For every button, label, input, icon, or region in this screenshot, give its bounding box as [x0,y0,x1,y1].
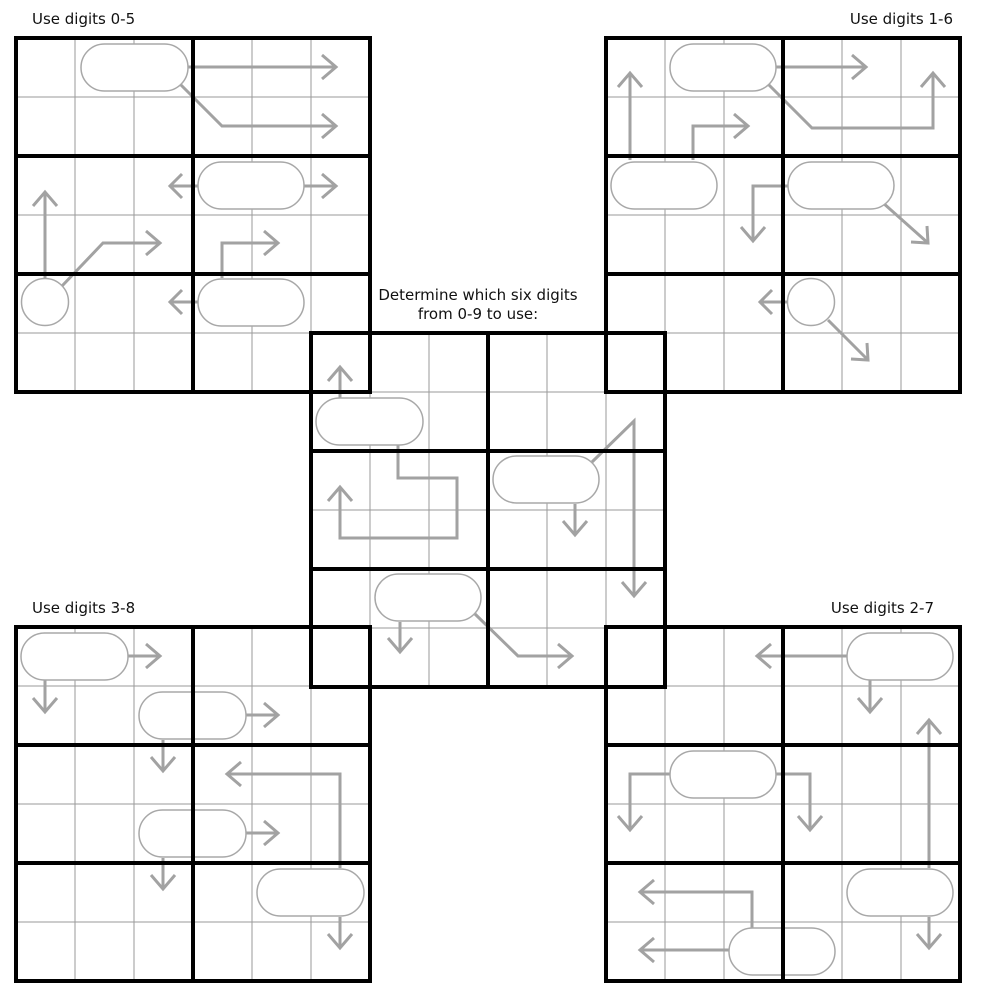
cell-bottom-right[interactable] [842,863,901,922]
grid-label-bottom-left: Use digits 3-8 [32,599,136,617]
cell-bottom-left[interactable] [75,745,134,804]
cell-top-right[interactable] [783,274,842,333]
cell-bottom-right[interactable] [665,627,724,686]
cell-bottom-left[interactable] [134,627,193,686]
cell-bottom-right[interactable] [606,627,665,686]
cell-center[interactable] [606,510,665,569]
cell-bottom-left[interactable] [16,686,75,745]
cell-top-right[interactable] [842,333,901,392]
cell-bottom-left[interactable] [134,686,193,745]
cell-center[interactable] [370,510,429,569]
cell-center[interactable] [429,628,488,687]
cell-bottom-right[interactable] [901,627,960,686]
cell-center[interactable] [547,628,606,687]
cell-top-left[interactable] [134,274,193,333]
cell-bottom-left[interactable] [193,686,252,745]
cell-top-right[interactable] [606,274,665,333]
cell-top-right[interactable] [842,97,901,156]
cell-top-right[interactable] [901,97,960,156]
cell-bottom-left[interactable] [311,686,370,745]
cell-top-left[interactable] [134,97,193,156]
cell-bottom-right[interactable] [783,745,842,804]
grid-label-top-right: Use digits 1-6 [849,10,953,28]
cell-bottom-left[interactable] [16,863,75,922]
cell-bottom-right[interactable] [665,922,724,981]
cell-top-right[interactable] [842,156,901,215]
cell-bottom-left[interactable] [252,686,311,745]
cell-top-left[interactable] [16,38,75,97]
cell-top-left[interactable] [193,156,252,215]
cell-bottom-left[interactable] [193,627,252,686]
cell-bottom-right[interactable] [783,627,842,686]
cell-bottom-left[interactable] [134,804,193,863]
cell-top-left[interactable] [75,215,134,274]
cell-bottom-left[interactable] [252,863,311,922]
cell-top-left[interactable] [16,274,75,333]
cell-top-left[interactable] [252,215,311,274]
cell-top-right[interactable] [724,215,783,274]
cell-top-left[interactable] [75,38,134,97]
cell-bottom-right[interactable] [842,922,901,981]
cell-bottom-right[interactable] [606,863,665,922]
cell-bottom-right[interactable] [724,863,783,922]
cell-center[interactable] [429,392,488,451]
cell-bottom-left[interactable] [75,627,134,686]
cell-top-right[interactable] [665,215,724,274]
cell-top-right[interactable] [606,156,665,215]
grid-cells [16,38,960,981]
cell-top-right[interactable] [606,97,665,156]
cell-center[interactable] [370,628,429,687]
cell-center[interactable] [488,451,547,510]
cell-top-left[interactable] [311,156,370,215]
cell-top-left[interactable] [252,156,311,215]
cell-top-right[interactable] [783,38,842,97]
cell-bottom-right[interactable] [901,922,960,981]
cell-top-left[interactable] [75,156,134,215]
cell-bottom-right[interactable] [842,686,901,745]
cell-center[interactable] [488,510,547,569]
cell-top-right[interactable] [665,274,724,333]
cell-bottom-right[interactable] [842,745,901,804]
cell-bottom-right[interactable] [665,686,724,745]
cell-bottom-right[interactable] [665,804,724,863]
cell-top-left[interactable] [252,97,311,156]
cell-top-right[interactable] [783,97,842,156]
cell-top-right[interactable] [901,274,960,333]
cell-bottom-left[interactable] [16,745,75,804]
cell-bottom-right[interactable] [665,745,724,804]
cell-bottom-right[interactable] [606,922,665,981]
cell-center[interactable] [311,451,370,510]
cell-bottom-left[interactable] [193,922,252,981]
cell-center[interactable] [488,333,547,392]
cell-bottom-left[interactable] [252,627,311,686]
cell-center[interactable] [429,510,488,569]
cell-bottom-left[interactable] [193,863,252,922]
cell-top-left[interactable] [134,215,193,274]
cell-top-left[interactable] [252,333,311,392]
cell-center[interactable] [370,451,429,510]
cell-top-right[interactable] [901,333,960,392]
cell-bottom-right[interactable] [783,686,842,745]
cell-bottom-right[interactable] [783,922,842,981]
cell-bottom-left[interactable] [193,745,252,804]
cell-top-right[interactable] [842,215,901,274]
cell-bottom-left[interactable] [311,627,370,686]
cell-bottom-right[interactable] [606,686,665,745]
cell-center[interactable] [370,392,429,451]
cell-bottom-right[interactable] [842,804,901,863]
cell-center[interactable] [311,392,370,451]
cell-bottom-left[interactable] [311,922,370,981]
cell-top-left[interactable] [16,97,75,156]
cell-top-left[interactable] [16,333,75,392]
cell-bottom-left[interactable] [75,804,134,863]
cell-bottom-left[interactable] [252,804,311,863]
cell-bottom-right[interactable] [901,863,960,922]
cell-top-right[interactable] [842,38,901,97]
cell-center[interactable] [488,628,547,687]
cell-center[interactable] [547,510,606,569]
cell-top-left[interactable] [311,215,370,274]
cell-top-right[interactable] [724,97,783,156]
cell-bottom-left[interactable] [75,863,134,922]
cell-top-right[interactable] [901,38,960,97]
cell-bottom-left[interactable] [252,922,311,981]
cell-top-right[interactable] [724,156,783,215]
cell-center[interactable] [547,392,606,451]
cell-top-left[interactable] [311,97,370,156]
cell-top-right[interactable] [724,274,783,333]
cell-bottom-right[interactable] [783,863,842,922]
cell-bottom-right[interactable] [901,804,960,863]
cell-bottom-right[interactable] [724,804,783,863]
cell-top-left[interactable] [16,156,75,215]
cell-top-right[interactable] [665,97,724,156]
cell-top-left[interactable] [75,274,134,333]
cell-top-right[interactable] [783,333,842,392]
grid-label-top-left: Use digits 0-5 [32,10,136,28]
cell-top-right[interactable] [665,156,724,215]
cell-bottom-right[interactable] [901,686,960,745]
cell-top-left[interactable] [193,97,252,156]
cell-top-left[interactable] [193,215,252,274]
cell-center[interactable] [311,333,370,392]
cell-top-right[interactable] [665,38,724,97]
cell-bottom-left[interactable] [252,745,311,804]
cell-top-left[interactable] [193,38,252,97]
cell-top-left[interactable] [252,274,311,333]
cell-top-left[interactable] [252,38,311,97]
cell-center[interactable] [606,333,665,392]
cell-center[interactable] [606,451,665,510]
cell-center[interactable] [606,392,665,451]
cell-bottom-right[interactable] [724,745,783,804]
cell-center[interactable] [311,510,370,569]
cell-top-right[interactable] [724,333,783,392]
cell-top-left[interactable] [193,333,252,392]
cell-bottom-right[interactable] [783,804,842,863]
cell-top-left[interactable] [134,38,193,97]
cell-bottom-left[interactable] [134,922,193,981]
cell-top-right[interactable] [901,215,960,274]
cell-top-left[interactable] [75,333,134,392]
cell-bottom-right[interactable] [606,804,665,863]
cell-bottom-right[interactable] [665,863,724,922]
cell-top-right[interactable] [783,156,842,215]
cell-bottom-left[interactable] [311,804,370,863]
cell-bottom-left[interactable] [134,745,193,804]
cell-center[interactable] [547,333,606,392]
cell-top-right[interactable] [724,38,783,97]
cell-top-left[interactable] [311,38,370,97]
cell-bottom-right[interactable] [724,922,783,981]
cell-bottom-left[interactable] [16,922,75,981]
cell-bottom-left[interactable] [16,804,75,863]
cell-top-right[interactable] [783,215,842,274]
center-instruction-line2: from 0-9 to use: [417,305,539,323]
cell-center[interactable] [311,569,370,628]
cell-center[interactable] [429,451,488,510]
cell-top-right[interactable] [606,38,665,97]
cell-center[interactable] [547,569,606,628]
cell-top-left[interactable] [134,333,193,392]
cell-center[interactable] [370,569,429,628]
cell-top-left[interactable] [16,215,75,274]
cell-bottom-right[interactable] [901,745,960,804]
cell-bottom-left[interactable] [311,745,370,804]
cell-bottom-right[interactable] [606,745,665,804]
cell-top-right[interactable] [842,274,901,333]
cell-top-right[interactable] [665,333,724,392]
cell-top-right[interactable] [901,156,960,215]
cell-center[interactable] [547,451,606,510]
cell-top-left[interactable] [311,274,370,333]
cell-center[interactable] [429,569,488,628]
cell-bottom-left[interactable] [311,863,370,922]
cell-bottom-left[interactable] [193,804,252,863]
cell-bottom-right[interactable] [724,627,783,686]
cell-center[interactable] [488,392,547,451]
cell-top-left[interactable] [193,274,252,333]
cell-center[interactable] [370,333,429,392]
cell-center[interactable] [429,333,488,392]
cell-bottom-left[interactable] [16,627,75,686]
cell-bottom-right[interactable] [724,686,783,745]
cell-bottom-left[interactable] [75,686,134,745]
cell-bottom-right[interactable] [842,627,901,686]
cell-bottom-left[interactable] [75,922,134,981]
cell-top-left[interactable] [134,156,193,215]
cell-center[interactable] [606,569,665,628]
cell-center[interactable] [488,569,547,628]
cell-bottom-left[interactable] [134,863,193,922]
center-instruction-line1: Determine which six digits [378,286,578,304]
cell-top-left[interactable] [75,97,134,156]
grid-label-bottom-right: Use digits 2-7 [830,599,934,617]
cell-top-right[interactable] [606,215,665,274]
